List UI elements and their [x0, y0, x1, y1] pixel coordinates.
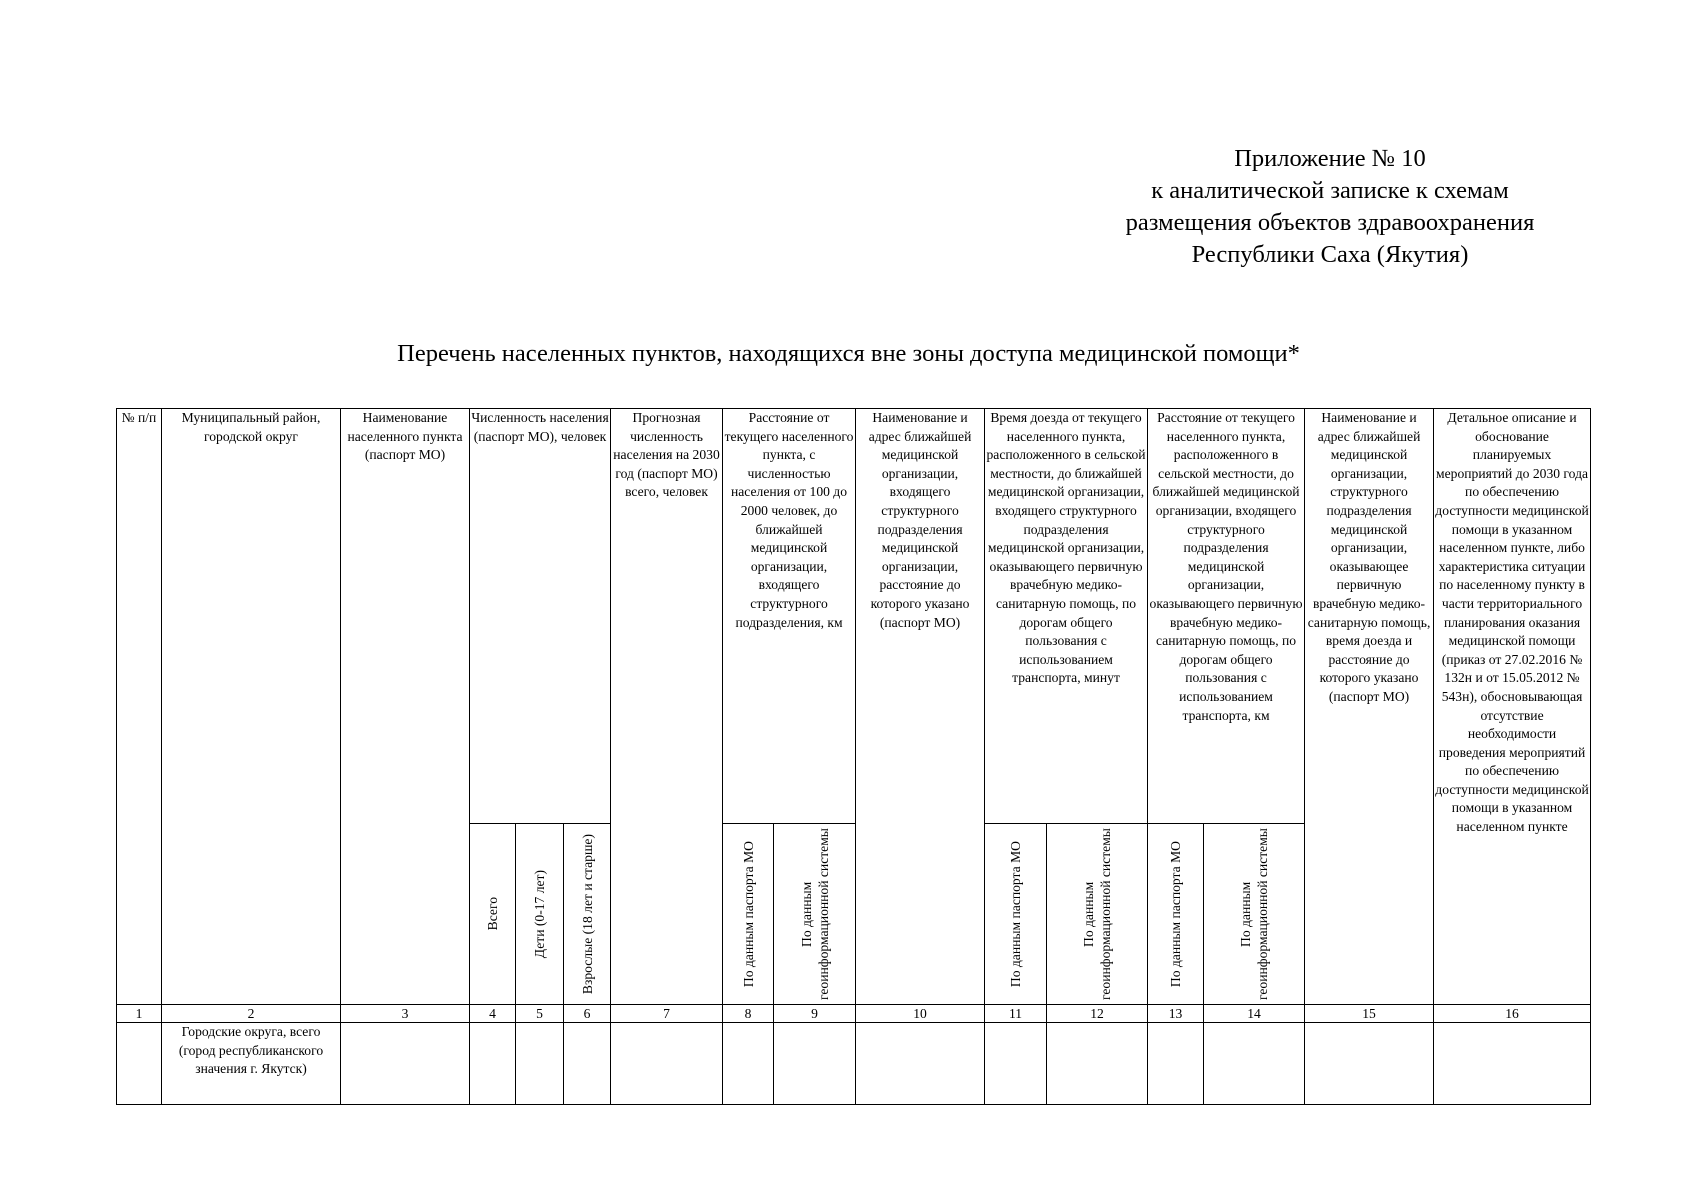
- subheader-passport-rural-distance: По данным паспорта МО: [1148, 824, 1204, 1005]
- header-settlement-name: Наименование населенного пункта (паспорт МО): [341, 409, 470, 1005]
- subheader-gis-time: По данным геоинформационной системы: [1047, 824, 1148, 1005]
- column-number: 13: [1148, 1005, 1204, 1023]
- header-nearest-org-address: Наименование и адрес ближайшей медицинской организации, входящего структурного подразделения медицинской организации, расстояние до которого указано (паспорт МО): [856, 409, 985, 1005]
- column-number: 5: [516, 1005, 564, 1023]
- table-row: [117, 1023, 1591, 1105]
- subheader-passport-time: По данным паспорта МО: [985, 824, 1047, 1005]
- header-rural-distance: Расстояние от текущего населенного пункта, расположенного в сельской местности, до ближайшей медицинской организации, входящего структурного подразделения медицинской организации, оказывающего первичную врачебную медико-санитарную помощь, по дорогам общего пользования с использованием транспорта, км: [1148, 409, 1305, 824]
- column-number: 14: [1204, 1005, 1305, 1023]
- appendix-heading: [1080, 143, 1580, 271]
- appendix-line-2: к аналитической записке к схемам: [1151, 177, 1509, 204]
- header-population: Численность населения (паспорт МО), человек: [470, 409, 611, 824]
- header-forecast-2030: Прогнозная численность населения на 2030 год (паспорт МО) всего, человек: [611, 409, 723, 1005]
- column-number: 11: [985, 1005, 1047, 1023]
- table-cell: [985, 1023, 1047, 1105]
- column-number: 15: [1305, 1005, 1434, 1023]
- document-title: Перечень населенных пунктов, находящихся вне зоны доступа медицинской помощи*: [397, 340, 1300, 367]
- appendix-line-3: размещения объектов здравоохранения: [1125, 209, 1535, 236]
- table-cell-district: Городские округа, всего (город республиканского значения г. Якутск): [162, 1023, 341, 1105]
- table-cell: [611, 1023, 723, 1105]
- table-cell: [1305, 1023, 1434, 1105]
- column-number: 10: [856, 1005, 985, 1023]
- header-travel-time: Время доезда от текущего населенного пункта, расположенного в сельской местности, до ближайшей медицинской организации, входящего структурного подразделения медицинской организации, оказывающего первичную врачебную медико-санитарную помощь, по дорогам общего пользования с использованием транспорта, минут: [985, 409, 1148, 824]
- subheader-gis-distance: По данным геоинформационной системы: [774, 824, 856, 1005]
- subheader-total: Всего: [470, 824, 516, 1005]
- table-cell: [1148, 1023, 1204, 1105]
- subheader-passport-distance: По данным паспорта МО: [723, 824, 774, 1005]
- header-distance-100-2000: Расстояние от текущего населенного пункта, с численностью населения от 100 до 2000 человек, до ближайшей медицинской организации, входящего структурного подразделения, км: [723, 409, 856, 824]
- header-primary-care-org: Наименование и адрес ближайшей медицинской организации, структурного подразделения медицинской организации, оказывающее первичную врачебную медико-санитарную помощь, время доезда и расстояние до которого указано (паспорт МО): [1305, 409, 1434, 1005]
- column-number: 3: [341, 1005, 470, 1023]
- column-number: 9: [774, 1005, 856, 1023]
- header-detailed-description: Детальное описание и обоснование планируемых мероприятий до 2030 года по обеспечению доступности медицинской помощи в указанном населенном пункте, либо характеристика ситуации по населенному пункту в части территориального планирования оказания медицинской помощи (приказ от 27.02.2016 № 132н и от 15.05.2012 № 543н), обосновывающая отсутствие необходимости проведения мероприятий по обеспечению доступности медицинской помощи в указанном населенном пункте: [1434, 409, 1591, 1005]
- settlements-table: [116, 408, 1591, 1105]
- table-cell: [117, 1023, 162, 1105]
- table-cell: [1434, 1023, 1591, 1105]
- column-number: 8: [723, 1005, 774, 1023]
- column-number: 12: [1047, 1005, 1148, 1023]
- column-number: 16: [1434, 1005, 1591, 1023]
- table-cell: [1204, 1023, 1305, 1105]
- column-number: 7: [611, 1005, 723, 1023]
- subheader-children: Дети (0-17 лет): [516, 824, 564, 1005]
- appendix-line-4: Республики Саха (Якутия): [1191, 241, 1469, 268]
- table-cell: [470, 1023, 516, 1105]
- table-cell: [1047, 1023, 1148, 1105]
- column-number: 1: [117, 1005, 162, 1023]
- appendix-line-1: Приложение № 10: [1234, 145, 1426, 172]
- header-row: [117, 409, 1591, 824]
- column-number: 2: [162, 1005, 341, 1023]
- table-cell: [564, 1023, 611, 1105]
- header-district: Муниципальный район, городской округ: [162, 409, 341, 1005]
- column-number-row: [117, 1005, 1591, 1023]
- subheader-adults: Взрослые (18 лет и старше): [564, 824, 611, 1005]
- subheader-gis-rural-distance: По данным геоинформационной системы: [1204, 824, 1305, 1005]
- table-cell: [723, 1023, 774, 1105]
- table-cell: [516, 1023, 564, 1105]
- table-cell: [774, 1023, 856, 1105]
- table-cell: [856, 1023, 985, 1105]
- table-cell: [341, 1023, 470, 1105]
- header-number: № п/п: [117, 409, 162, 1005]
- column-number: 4: [470, 1005, 516, 1023]
- column-number: 6: [564, 1005, 611, 1023]
